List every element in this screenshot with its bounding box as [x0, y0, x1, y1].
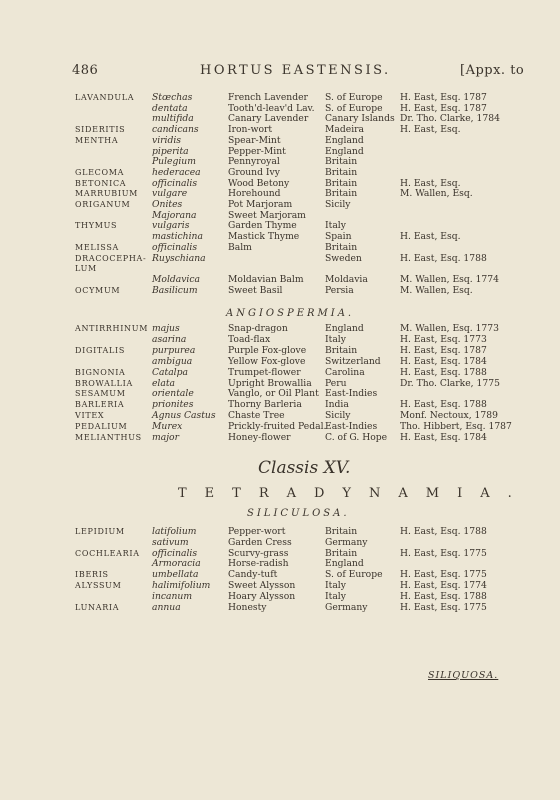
common-name: Purple Fox-glove [228, 344, 307, 356]
genus-name: ORIGANUM [75, 200, 131, 209]
native-region: Britain [325, 344, 358, 356]
source-credit: H. East, Esq. 1773 [400, 333, 487, 345]
common-name: Ground Ivy [228, 166, 280, 178]
species-name: orientale [152, 388, 194, 400]
native-region: Carolina [325, 366, 365, 378]
common-name: French Lavender [228, 92, 308, 103]
common-name: Snap-dragon [228, 323, 288, 334]
species-name: piperita [152, 145, 189, 157]
species-name: Pulegium [152, 156, 196, 168]
species-name: vulgare [152, 188, 188, 200]
common-name: Yellow Fox-glove [228, 355, 306, 367]
source-credit: M. Wallen, Esq. 1773 [400, 323, 499, 334]
genus-name: LAVANDULA [75, 93, 135, 102]
common-name: Mastick Thyme [228, 231, 300, 243]
genus-name: OCYMUM [75, 285, 121, 295]
species-name: Ruyschiana [152, 252, 206, 264]
source-credit: H. East, Esq. [400, 231, 461, 243]
source-credit: M. Wallen, Esq. [400, 284, 473, 296]
native-region: Sicily [325, 199, 351, 210]
common-name: Sweet Marjoram [228, 209, 306, 221]
angiospermia-heading: ANGIOSPERMIA. [226, 308, 355, 319]
source-credit: M. Wallen, Esq. [400, 188, 473, 200]
native-region: Spain [325, 231, 352, 243]
species-name: mastichina [152, 231, 203, 243]
genus-name: GLECOMA [75, 167, 125, 177]
common-name: Wood Betony [228, 177, 290, 189]
common-name: Prickly-fruited Pedal. [228, 421, 327, 433]
native-region: Persia [325, 284, 354, 296]
native-region: Moldavia [325, 273, 368, 285]
common-name: Candy-tuft [228, 569, 278, 581]
native-region: Switzerland [325, 355, 381, 367]
native-region: Britain [325, 166, 358, 178]
genus-name: MARRUBIUM [75, 189, 139, 199]
genus-name: PEDALIUM [75, 422, 128, 432]
common-name: Chaste Tree [228, 410, 285, 422]
common-name: Upright Browallia [228, 377, 312, 389]
source-credit: H. East, Esq. 1787 [400, 92, 487, 103]
native-region: S. of Europe [325, 569, 383, 581]
source-credit: H. East, Esq. 1787 [400, 344, 487, 356]
common-name: Honey-flower [228, 432, 291, 443]
native-region: England [325, 558, 364, 570]
species-name: viridis [152, 134, 181, 146]
source-credit: H. East, Esq. [400, 124, 461, 136]
species-name: Moldavica [152, 273, 200, 285]
common-name: Tooth'd-leav'd Lav. [228, 102, 315, 114]
species-name: multifida [152, 113, 194, 125]
page-number: 486 [72, 63, 99, 78]
species-name: latifolium [152, 526, 197, 537]
species-name: elata [152, 377, 176, 389]
appendix-marker: [Appx. to [460, 63, 525, 78]
native-region: India [325, 399, 349, 411]
species-name: ambigua [152, 355, 193, 367]
species-name: officinalis [152, 241, 198, 253]
common-name: Sweet Basil [228, 284, 283, 296]
source-credit: H. East, Esq. 1784 [400, 355, 487, 367]
native-region: Britain [325, 526, 358, 537]
species-name: officinalis [152, 177, 198, 189]
species-name: Armoracia [152, 558, 201, 570]
native-region: Italy [325, 220, 346, 232]
classis-heading: Classis XV. [258, 458, 351, 478]
source-credit: Dr. Tho. Clarke, 1775 [400, 377, 500, 389]
source-credit: Dr. Tho. Clarke, 1784 [400, 113, 500, 125]
species-name: hederacea [152, 166, 201, 178]
genus-name: DIGITALIS [75, 345, 126, 355]
source-credit: H. East, Esq. 1775 [400, 547, 487, 559]
common-name: Balm [228, 241, 252, 253]
common-name: Garden Thyme [228, 220, 297, 232]
common-name: Pepper-wort [228, 526, 286, 537]
native-region: Britain [325, 156, 358, 168]
source-credit: H. East, Esq. [400, 177, 461, 189]
common-name: Iron-wort [228, 124, 273, 136]
common-name: Hoary Alysson [228, 590, 296, 602]
native-region: Canary Islands [325, 113, 395, 125]
native-region: S. of Europe [325, 102, 383, 114]
species-name: prionites [152, 399, 194, 411]
class-name: TETRADYNAMIA. [178, 486, 530, 501]
source-credit: H. East, Esq. 1775 [400, 601, 487, 613]
common-name: Horehound [228, 188, 281, 200]
source-credit: H. East, Esq. 1774 [400, 580, 487, 591]
common-name: Pot Marjoram [228, 199, 293, 210]
genus-name: IBERIS [75, 570, 109, 580]
species-name: annua [152, 601, 181, 613]
source-credit: H. East, Esq. 1775 [400, 569, 487, 581]
genus-name: SIDERITIS [75, 125, 126, 135]
table-row [0, 432, 560, 444]
native-region: East-Indies [325, 421, 378, 433]
source-credit: Tho. Hibbert, Esq. 1787 [400, 421, 512, 433]
species-name: major [152, 432, 179, 443]
genus-name: COCHLEARIA [75, 548, 140, 558]
common-name: Spear-Mint [228, 134, 281, 146]
native-region: Italy [325, 580, 346, 591]
common-name: Pennyroyal [228, 156, 280, 168]
source-credit: M. Wallen, Esq. 1774 [400, 273, 499, 285]
genus-name: VITEX [75, 411, 105, 421]
genus-name: DRACOCEPHA- [75, 253, 147, 263]
species-name: Murex [152, 421, 183, 433]
native-region: England [325, 323, 364, 334]
native-region: Madeira [325, 124, 365, 136]
genus-name: BROWALLIA [75, 378, 133, 388]
common-name: Thorny Barleria [228, 399, 302, 411]
native-region: East-Indies [325, 388, 378, 400]
source-credit: H. East, Esq. 1788 [400, 590, 487, 602]
source-credit: H. East, Esq. 1784 [400, 432, 487, 443]
species-name: purpurea [152, 344, 196, 356]
common-name: Trumpet-flower [228, 366, 301, 378]
native-region: England [325, 134, 364, 146]
source-credit: H. East, Esq. 1788 [400, 526, 487, 537]
common-name: Moldavian Balm [228, 273, 304, 285]
genus-name: MELIANTHUS [75, 433, 142, 442]
species-name: Catalpa [152, 366, 188, 378]
genus-name: SESAMUM [75, 389, 126, 399]
running-title: HORTUS EASTENSIS. [200, 63, 391, 78]
genus-name: LUM [75, 264, 97, 274]
native-region: England [325, 145, 364, 157]
native-region: Britain [325, 241, 358, 253]
source-credit: H. East, Esq. 1788 [400, 366, 487, 378]
native-region: S. of Europe [325, 92, 383, 103]
species-name: Agnus Castus [152, 410, 216, 422]
species-name: candicans [152, 124, 199, 136]
siliquosa-catchword: SILIQUOSA. [428, 670, 499, 681]
genus-name: BARLERIA [75, 400, 125, 410]
genus-name: MELISSA [75, 242, 120, 252]
native-region: Germany [325, 601, 368, 613]
genus-name: ANTIRRHINUM [75, 324, 149, 333]
source-credit: H. East, Esq. 1787 [400, 102, 487, 114]
common-name: Toad-flax [228, 333, 271, 345]
common-name: Garden Cress [228, 536, 292, 548]
source-credit: H. East, Esq. 1788 [400, 252, 487, 264]
species-name: sativum [152, 536, 189, 548]
native-region: Britain [325, 188, 358, 200]
genus-name: LUNARIA [75, 602, 120, 612]
common-name: Honesty [228, 601, 267, 613]
native-region: Britain [325, 547, 358, 559]
native-region: C. of G. Hope [325, 432, 388, 443]
genus-name: LEPIDIUM [75, 527, 125, 536]
table-row [0, 602, 560, 614]
genus-name: MENTHA [75, 135, 119, 145]
species-name: officinalis [152, 547, 198, 559]
native-region: Italy [325, 333, 346, 345]
native-region: Germany [325, 536, 368, 548]
genus-name: BETONICA [75, 178, 127, 188]
native-region: Britain [325, 177, 358, 189]
species-name: Majorana [152, 209, 197, 221]
genus-name: BIGNONIA [75, 367, 126, 377]
source-credit: Monf. Nectoux, 1789 [400, 410, 498, 422]
common-name: Canary Lavender [228, 113, 309, 125]
native-region: Italy [325, 590, 346, 602]
siliculosa-heading: SILICULOSA. [247, 508, 350, 519]
common-name: Horse-radish [228, 558, 289, 570]
native-region: Sweden [325, 252, 362, 264]
species-name: halimifolium [152, 580, 211, 591]
species-name: asarina [152, 333, 187, 345]
native-region: Sicily [325, 410, 351, 422]
genus-name: THYMUS [75, 221, 118, 231]
table-row [0, 285, 560, 297]
species-name: vulgaris [152, 220, 190, 232]
species-name: umbellata [152, 569, 199, 581]
common-name: Sweet Alysson [228, 580, 296, 591]
genus-name: ALYSSUM [75, 581, 122, 590]
species-name: majus [152, 323, 180, 334]
native-region: Peru [325, 377, 347, 389]
source-credit: H. East, Esq. 1788 [400, 399, 487, 411]
species-name: Stœchas [152, 92, 193, 103]
species-name: dentata [152, 102, 188, 114]
common-name: Pepper-Mint [228, 145, 286, 157]
common-name: Scurvy-grass [228, 547, 289, 559]
species-name: Basilicum [152, 284, 198, 296]
species-name: Onites [152, 199, 183, 210]
common-name: Vanglo, or Oil Plant [228, 388, 319, 400]
species-name: incanum [152, 590, 193, 602]
